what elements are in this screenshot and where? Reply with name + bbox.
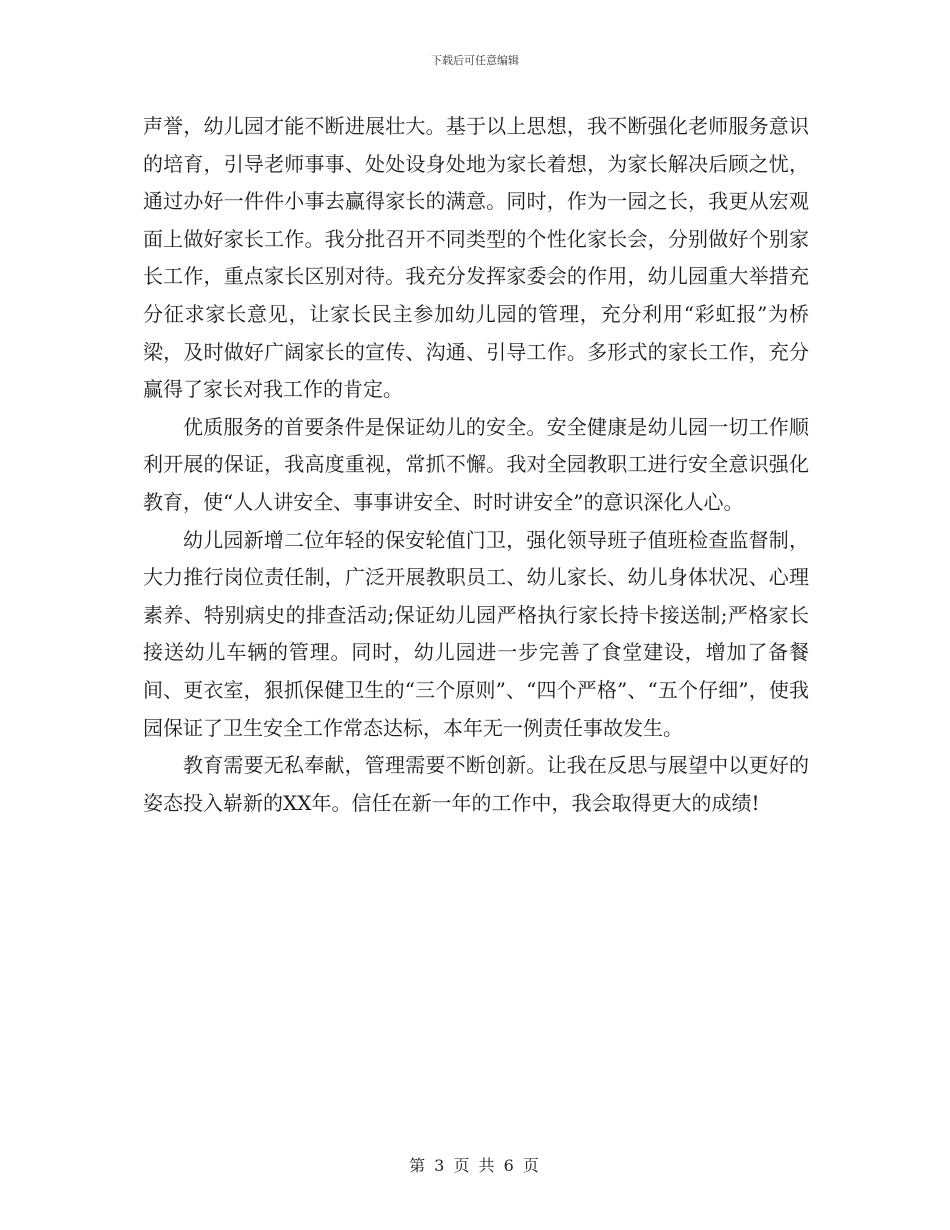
- page-number-label: 第 3 页 共 6 页: [409, 1156, 541, 1175]
- header-note: 下载后可任意编辑: [431, 54, 519, 67]
- paragraph-parent-relations: 声誉，幼儿园才能不断进展壮大。基于以上思想，我不断强化老师服务意识的培育，引导老师事事、处处设身处地为家长着想，为家长解决后顾之忧，通过办好一件件小事去赢得家长的满意。同时，作为一园之长，我更从宏观面上做好家长工作。我分批召开不同类型的个性化家长会，分别做好个别家长工作，重点家长区别对待。我充分发挥家委会的作用，幼儿园重大举措充分征求家长意见，让家长民主参加幼儿园的管理，充分利用“彩虹报”为桥梁，及时做好广阔家长的宣传、沟通、引导工作。多形式的家长工作，充分赢得了家长对我工作的肯定。: [143, 114, 809, 402]
- paragraph-security-measures: 幼儿园新增二位年轻的保安轮值门卫，强化领导班子值班检查监督制，大力推行岗位责任制，广泛开展教职员工、幼儿家长、幼儿身体状况、心理素养、特别病史的排查活动;保证幼儿园严格执行家长持卡接送制;严格家长接送幼儿车辆的管理。同时，幼儿园进一步完善了食堂建设，增加了备餐间、更衣室，狠抓保健卫生的“三个原则”、“四个严格”、“五个仔细”，使我园保证了卫生安全工作常态达标，本年无一例责任事故发生。: [143, 527, 809, 740]
- page-footer: [0, 1153, 950, 1176]
- document-body: [143, 108, 809, 822]
- paragraph-conclusion: 教育需要无私奉献，管理需要不断创新。让我在反思与展望中以更好的姿态投入崭新的XX年。信任在新一年的工作中，我会取得更大的成绩!: [143, 753, 809, 815]
- paragraph-safety: 优质服务的首要条件是保证幼儿的安全。安全健康是幼儿园一切工作顺利开展的保证，我高度重视，常抓不懈。我对全园教职工进行安全意识强化教育，使“人人讲安全、事事讲安全、时时讲安全”的意识深化人心。: [143, 414, 809, 514]
